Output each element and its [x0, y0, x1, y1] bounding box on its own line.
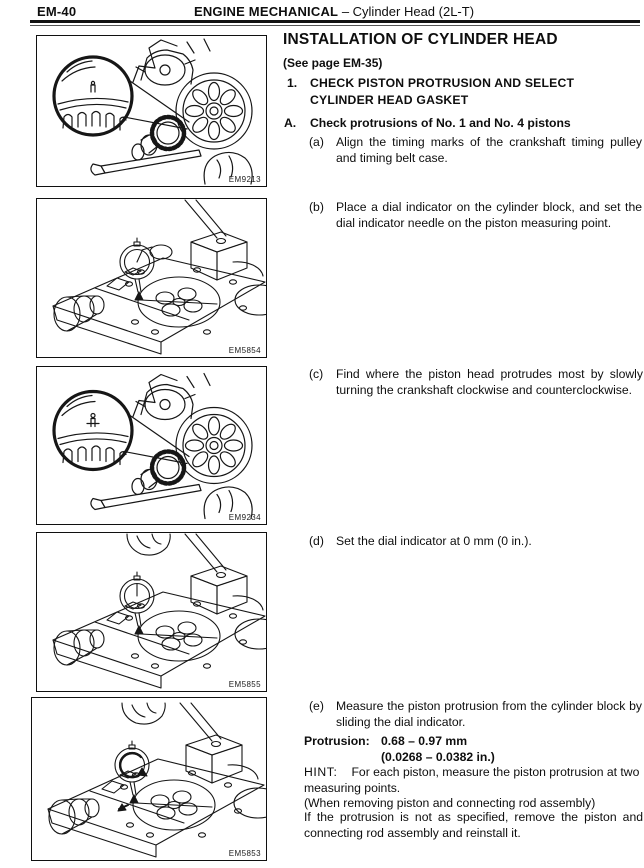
item-e-text: Measure the piston protrusion from the cylinder block by sliding the dial indicator. [336, 699, 642, 729]
header-section-sub: – Cylinder Head (2L-T) [338, 4, 475, 19]
figure-code: EM9234 [228, 513, 261, 522]
dial-indicator-illustration [37, 199, 266, 357]
page-title: INSTALLATION OF CYLINDER HEAD [283, 31, 558, 48]
timing-pulley-illustration [37, 36, 266, 186]
hint-label: HINT: [304, 765, 338, 779]
dial-indicator-illustration [37, 533, 266, 691]
hint-paragraph [304, 764, 644, 796]
figure-code: EM5854 [228, 346, 261, 355]
figure-timing-pulley-1 [36, 35, 267, 187]
item-b-marker: (b) [309, 200, 324, 214]
header-title [30, 4, 638, 19]
header-section: ENGINE MECHANICAL [193, 4, 339, 19]
timing-pulley-illustration [37, 367, 266, 524]
step-1-number: 1. [287, 76, 298, 90]
protrusion-spec-label: Protrusion: [304, 734, 370, 748]
dial-indicator-illustration [32, 698, 266, 860]
header-rule-thin [30, 25, 640, 26]
step-a-heading: Check protrusions of No. 1 and No. 4 pistons [310, 116, 571, 130]
figure-dial-indicator-1 [36, 198, 267, 358]
item-a-text: Align the timing marks of the crankshaft timing pulley and timing belt case. [336, 135, 642, 165]
item-e-marker: (e) [309, 699, 324, 713]
item-c-marker: (c) [309, 367, 324, 381]
see-page-reference: (See page EM-35) [283, 56, 383, 70]
protrusion-spec-mm: 0.68 – 0.97 mm [381, 734, 468, 748]
item-b-text: Place a dial indicator on the cylinder block, and set the dial indicator needle on the piston measuring point. [336, 200, 642, 230]
note-when-removing: (When removing piston and connecting rod assembly) [304, 796, 596, 810]
page-number: EM-40 [37, 4, 77, 19]
protrusion-spec-in: (0.0268 – 0.0382 in.) [381, 750, 495, 764]
item-c-text: Find where the piston head protrudes most by slowly turning the crankshaft clockwise and counterclockwise. [336, 367, 643, 397]
figure-timing-pulley-2 [36, 366, 267, 525]
item-d-text: Set the dial indicator at 0 mm (0 in.). [336, 534, 532, 548]
hint-text: For each piston, measure the piston protrusion at two measuring points. [304, 765, 640, 795]
figure-dial-indicator-3 [31, 697, 267, 861]
figure-code: EM5855 [228, 680, 261, 689]
figure-code: EM5853 [228, 849, 261, 858]
item-d-marker: (d) [309, 534, 324, 548]
figure-code: EM9213 [228, 175, 261, 184]
header-rule [30, 20, 640, 23]
note-not-as-specified: If the protrusion is not as specified, remove the piston and connecting rod assembly and reinstall it. [304, 810, 643, 840]
figure-dial-indicator-2 [36, 532, 267, 692]
step-a-letter: A. [284, 116, 297, 130]
step-1-heading: CHECK PISTON PROTRUSION AND SELECT CYLINDER HEAD GASKET [310, 76, 575, 107]
item-a-marker: (a) [309, 135, 324, 149]
